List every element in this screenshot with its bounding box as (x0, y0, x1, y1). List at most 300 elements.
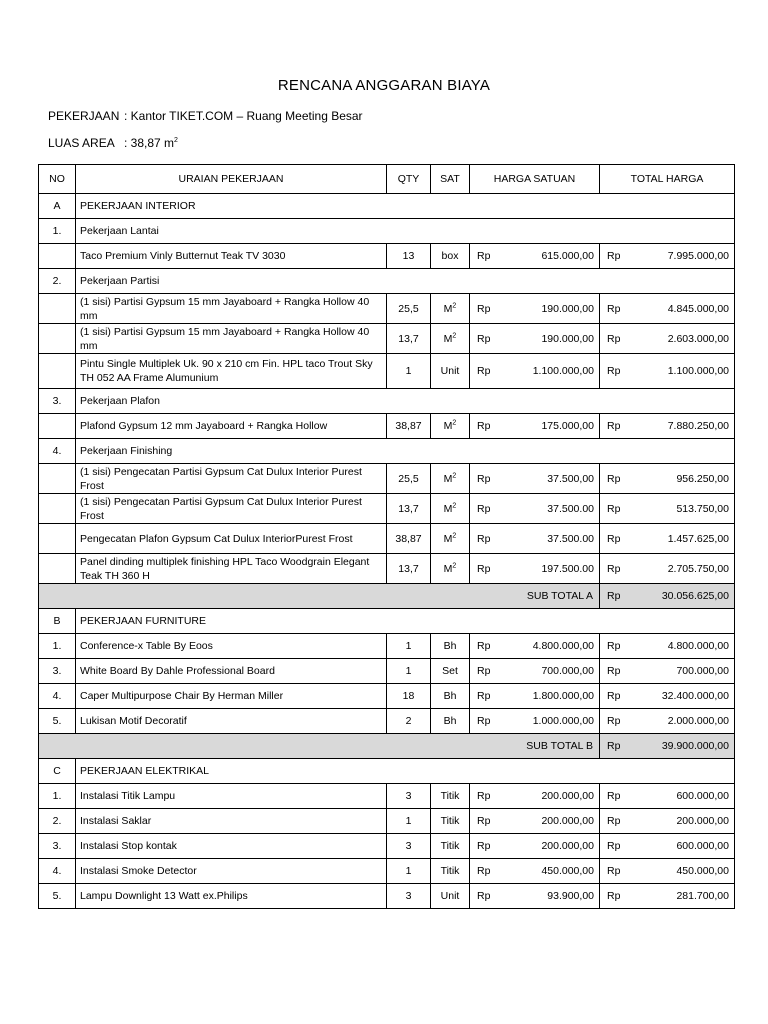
project-value: : Kantor TIKET.COM – Ruang Meeting Besar (124, 109, 363, 123)
table-row (39, 684, 735, 709)
item-unit-text: Bh (443, 715, 457, 727)
item-qty: 1 (387, 659, 431, 684)
item-total-price (600, 464, 735, 494)
item-total-price-wrap (600, 839, 734, 853)
item-unit-price (470, 494, 600, 524)
row-no: B (39, 609, 76, 634)
item-unit-price-value: 37.500,00 (547, 472, 594, 485)
item-unit (431, 784, 470, 809)
item-unit (431, 809, 470, 834)
item-total-price (600, 414, 735, 439)
header-total-harga: TOTAL HARGA (600, 165, 735, 194)
item-unit-price-wrap (470, 639, 599, 653)
item-unit-price-wrap (470, 332, 599, 346)
currency-label: Rp (477, 420, 491, 432)
item-total-price-wrap (600, 332, 734, 346)
row-no: 1. (39, 634, 76, 659)
group-row (39, 269, 735, 294)
subtotal-amount (600, 734, 735, 759)
item-total-price-value: 1.457.625,00 (667, 532, 729, 545)
table-row (39, 354, 735, 389)
item-unit (431, 244, 470, 269)
table-row (39, 554, 735, 584)
item-unit-price-value: 4.800.000,00 (532, 640, 594, 652)
item-unit-superscript: 2 (452, 332, 457, 339)
row-no: C (39, 759, 76, 784)
item-qty: 3 (387, 834, 431, 859)
currency-label: Rp (607, 790, 621, 802)
item-qty: 1 (387, 859, 431, 884)
budget-table (38, 164, 735, 909)
item-unit-price-wrap (470, 562, 599, 576)
row-title: Pekerjaan Partisi (76, 269, 735, 294)
item-total-price (600, 554, 735, 584)
item-total-price (600, 709, 735, 734)
item-description: White Board By Dahle Professional Board (76, 659, 387, 684)
item-unit-price (470, 834, 600, 859)
row-no (39, 324, 76, 354)
currency-label: Rp (607, 365, 621, 377)
row-no (39, 494, 76, 524)
item-total-price (600, 884, 735, 909)
item-unit-price-wrap (470, 502, 599, 516)
item-description: Instalasi Stop kontak (76, 834, 387, 859)
item-qty: 3 (387, 884, 431, 909)
table-row (39, 464, 735, 494)
item-unit-price-value: 175.000,00 (541, 420, 594, 432)
item-unit (431, 709, 470, 734)
item-unit-text: box (441, 250, 459, 262)
currency-label: Rp (477, 250, 491, 262)
item-unit-price-value: 37.500.00 (547, 532, 594, 545)
item-unit-text: M (443, 332, 453, 345)
row-no: 2. (39, 269, 76, 294)
item-description: Pintu Single Multiplek Uk. 90 x 210 cm Fin. HPL taco Trout Sky TH 052 AA Frame Alumunium (76, 354, 387, 389)
table-row (39, 324, 735, 354)
row-no: 4. (39, 859, 76, 884)
item-unit (431, 524, 470, 554)
item-unit-superscript: 2 (452, 562, 457, 569)
item-qty: 13,7 (387, 324, 431, 354)
item-unit-price-wrap (470, 249, 599, 263)
row-no (39, 294, 76, 324)
group-row (39, 219, 735, 244)
item-total-price-value: 4.800.000,00 (667, 640, 729, 652)
item-unit-price-value: 700.000,00 (541, 665, 594, 677)
item-total-price (600, 244, 735, 269)
item-unit-price-value: 1.100.000,00 (532, 365, 594, 377)
item-qty: 13,7 (387, 494, 431, 524)
item-unit-text: Unit (440, 890, 460, 902)
row-no: 3. (39, 834, 76, 859)
item-total-price-value: 956.250,00 (676, 472, 729, 485)
item-total-price-value: 32.400.000,00 (661, 690, 729, 702)
item-total-price (600, 324, 735, 354)
item-unit-text: M (443, 302, 453, 315)
currency-label: Rp (607, 815, 621, 827)
item-unit-price-wrap (470, 714, 599, 728)
item-total-price-wrap (600, 502, 734, 516)
item-description: (1 sisi) Partisi Gypsum 15 mm Jayaboard + Rangka Hollow 40 mm (76, 294, 387, 324)
group-row (39, 389, 735, 414)
row-no (39, 354, 76, 389)
currency-label: Rp (607, 502, 621, 515)
item-unit-price (470, 354, 600, 389)
item-total-price-wrap (600, 664, 734, 678)
currency-label: Rp (607, 420, 621, 432)
item-unit (431, 414, 470, 439)
item-unit-price-value: 37.500.00 (547, 502, 594, 515)
project-line (48, 109, 363, 123)
item-total-price (600, 784, 735, 809)
item-qty: 38,87 (387, 414, 431, 439)
table-row (39, 884, 735, 909)
item-description: Caper Multipurpose Chair By Herman Miller (76, 684, 387, 709)
currency-label: Rp (477, 302, 491, 315)
item-total-price (600, 834, 735, 859)
item-unit-price-wrap (470, 664, 599, 678)
item-total-price-wrap (600, 814, 734, 828)
subtotal-label: SUB TOTAL A (39, 584, 600, 609)
item-unit (431, 859, 470, 884)
item-qty: 1 (387, 354, 431, 389)
table-row (39, 659, 735, 684)
currency-label: Rp (607, 715, 621, 727)
currency-label: Rp (477, 502, 491, 515)
item-unit-text: M (443, 472, 453, 485)
item-unit-price (470, 709, 600, 734)
currency-label: Rp (477, 790, 491, 802)
currency-label: Rp (607, 472, 621, 485)
item-total-price (600, 659, 735, 684)
item-unit-price-value: 1.000.000,00 (532, 715, 594, 727)
table-body (39, 194, 735, 909)
item-unit-price-wrap (470, 789, 599, 803)
item-unit-price-wrap (470, 864, 599, 878)
item-total-price (600, 859, 735, 884)
item-unit-price (470, 784, 600, 809)
currency-label: Rp (607, 890, 621, 902)
header-no: NO (39, 165, 76, 194)
table-row (39, 294, 735, 324)
item-unit-price (470, 414, 600, 439)
item-unit-price-wrap (470, 302, 599, 316)
currency-label: Rp (477, 532, 491, 545)
item-total-price-wrap (600, 689, 734, 703)
item-total-price (600, 684, 735, 709)
currency-label: Rp (607, 562, 621, 575)
group-row (39, 439, 735, 464)
item-unit-price-wrap (470, 689, 599, 703)
item-qty: 2 (387, 709, 431, 734)
item-total-price-wrap (600, 562, 734, 576)
item-total-price (600, 634, 735, 659)
item-total-price-value: 2.603.000,00 (667, 332, 729, 345)
item-total-price-value: 450.000,00 (676, 865, 729, 877)
table-header-row (39, 165, 735, 194)
item-description: Pengecatan Plafon Gypsum Cat Dulux InteriorPurest Frost (76, 524, 387, 554)
subtotal-row (39, 584, 735, 609)
item-total-price-value: 281.700,00 (676, 890, 729, 902)
item-qty: 3 (387, 784, 431, 809)
item-unit-price-wrap (470, 839, 599, 853)
item-unit-text: M (443, 562, 453, 575)
table-row (39, 494, 735, 524)
section-row (39, 759, 735, 784)
item-total-price-value: 2.705.750,00 (667, 562, 729, 575)
currency-label: Rp (607, 665, 621, 677)
item-unit-text: Titik (440, 815, 460, 827)
row-no (39, 524, 76, 554)
item-total-price-wrap (600, 472, 734, 486)
item-unit (431, 324, 470, 354)
item-total-price-value: 513.750,00 (676, 502, 729, 515)
item-unit-price-value: 190.000,00 (541, 302, 594, 315)
area-line (48, 136, 178, 150)
item-unit-price-wrap (470, 889, 599, 903)
currency-label: Rp (607, 590, 621, 602)
row-title: Pekerjaan Plafon (76, 389, 735, 414)
row-title: PEKERJAAN FURNITURE (76, 609, 735, 634)
item-total-price-wrap (600, 249, 734, 263)
item-unit-text: Bh (443, 640, 457, 652)
item-unit-price (470, 634, 600, 659)
item-unit-price-value: 93.900,00 (547, 890, 594, 902)
currency-label: Rp (477, 690, 491, 702)
item-unit (431, 884, 470, 909)
item-unit-price-wrap (470, 532, 599, 546)
table-row (39, 859, 735, 884)
item-unit (431, 294, 470, 324)
item-unit-price-value: 190.000,00 (541, 332, 594, 345)
subtotal-label: SUB TOTAL B (39, 734, 600, 759)
item-unit-price (470, 244, 600, 269)
item-unit-price (470, 884, 600, 909)
item-unit-price-wrap (470, 472, 599, 486)
table-row (39, 244, 735, 269)
item-total-price-value: 4.845.000,00 (667, 302, 729, 315)
item-qty: 38,87 (387, 524, 431, 554)
row-no: 4. (39, 439, 76, 464)
currency-label: Rp (607, 690, 621, 702)
project-label: PEKERJAAN (48, 109, 120, 123)
table-row (39, 414, 735, 439)
item-total-price-value: 700.000,00 (676, 665, 729, 677)
item-description: (1 sisi) Pengecatan Partisi Gypsum Cat Dulux Interior Purest Frost (76, 494, 387, 524)
item-unit-price-value: 200.000,00 (541, 790, 594, 802)
item-description: Taco Premium Vinly Butternut Teak TV 3030 (76, 244, 387, 269)
item-description: Lukisan Motif Decoratif (76, 709, 387, 734)
item-unit-price (470, 464, 600, 494)
item-description: (1 sisi) Pengecatan Partisi Gypsum Cat Dulux Interior Purest Frost (76, 464, 387, 494)
item-unit-text: Bh (443, 690, 457, 702)
table-row (39, 784, 735, 809)
subtotal-amount (600, 584, 735, 609)
header-uraian: URAIAN PEKERJAAN (76, 165, 387, 194)
item-description: Instalasi Saklar (76, 809, 387, 834)
row-no: 3. (39, 659, 76, 684)
currency-label: Rp (607, 840, 621, 852)
table-row (39, 834, 735, 859)
item-unit-price (470, 294, 600, 324)
item-unit-price (470, 524, 600, 554)
item-unit-text: Unit (440, 365, 460, 377)
currency-label: Rp (607, 865, 621, 877)
item-total-price (600, 294, 735, 324)
item-unit (431, 494, 470, 524)
item-unit-text: Titik (440, 790, 460, 802)
item-unit-text: M (443, 502, 453, 515)
item-total-price-value: 7.995.000,00 (667, 250, 729, 262)
item-qty: 1 (387, 809, 431, 834)
subtotal-amount-value: 30.056.625,00 (661, 590, 729, 602)
item-unit (431, 834, 470, 859)
header-qty: QTY (387, 165, 431, 194)
area-value: : 38,87 m (124, 136, 175, 150)
item-unit-price (470, 684, 600, 709)
item-total-price-value: 600.000,00 (676, 840, 729, 852)
item-unit-text: Titik (440, 840, 460, 852)
item-description: Panel dinding multiplek finishing HPL Taco Woodgrain Elegant Teak TH 360 H (76, 554, 387, 584)
currency-label: Rp (477, 640, 491, 652)
currency-label: Rp (477, 865, 491, 877)
row-no (39, 464, 76, 494)
item-unit-price-wrap (470, 814, 599, 828)
item-unit-price-wrap (470, 419, 599, 433)
item-total-price-wrap (600, 714, 734, 728)
item-total-price-wrap (600, 789, 734, 803)
section-row (39, 609, 735, 634)
row-no (39, 554, 76, 584)
item-total-price-wrap (600, 302, 734, 316)
item-unit-price (470, 324, 600, 354)
table-row (39, 709, 735, 734)
item-unit-price-value: 200.000,00 (541, 815, 594, 827)
currency-label: Rp (477, 562, 491, 575)
row-no: 5. (39, 884, 76, 909)
item-unit-price-value: 1.800.000,00 (532, 690, 594, 702)
item-unit (431, 659, 470, 684)
row-no: 3. (39, 389, 76, 414)
item-total-price-wrap (600, 532, 734, 546)
item-total-price-value: 7.880.250,00 (667, 420, 729, 432)
row-no (39, 244, 76, 269)
row-title: Pekerjaan Finishing (76, 439, 735, 464)
item-unit-superscript: 2 (452, 302, 457, 309)
header-sat: SAT (431, 165, 470, 194)
item-description: Conference-x Table By Eoos (76, 634, 387, 659)
item-qty: 1 (387, 634, 431, 659)
row-no: 2. (39, 809, 76, 834)
item-total-price-value: 600.000,00 (676, 790, 729, 802)
item-total-price-value: 200.000,00 (676, 815, 729, 827)
item-qty: 18 (387, 684, 431, 709)
item-total-price (600, 494, 735, 524)
row-no: A (39, 194, 76, 219)
currency-label: Rp (607, 532, 621, 545)
item-unit-superscript: 2 (452, 502, 457, 509)
item-unit-text: Titik (440, 865, 460, 877)
item-qty: 25,5 (387, 294, 431, 324)
section-row (39, 194, 735, 219)
subtotal-amount-wrap (600, 739, 734, 753)
item-unit-price-value: 200.000,00 (541, 840, 594, 852)
item-description: (1 sisi) Partisi Gypsum 15 mm Jayaboard + Rangka Hollow 40 mm (76, 324, 387, 354)
item-total-price (600, 524, 735, 554)
currency-label: Rp (477, 665, 491, 677)
currency-label: Rp (607, 740, 621, 752)
item-qty: 13,7 (387, 554, 431, 584)
item-total-price (600, 354, 735, 389)
area-label: LUAS AREA (48, 136, 115, 150)
item-unit (431, 554, 470, 584)
row-no: 4. (39, 684, 76, 709)
item-unit (431, 464, 470, 494)
row-no: 1. (39, 219, 76, 244)
item-qty: 13 (387, 244, 431, 269)
currency-label: Rp (477, 715, 491, 727)
subtotal-amount-value: 39.900.000,00 (661, 740, 729, 752)
item-total-price-wrap (600, 639, 734, 653)
item-total-price-wrap (600, 889, 734, 903)
area-unit-superscript: 2 (174, 137, 178, 144)
item-unit-text: M (443, 420, 453, 432)
item-unit (431, 634, 470, 659)
item-description: Lampu Downlight 13 Watt ex.Philips (76, 884, 387, 909)
table-row (39, 634, 735, 659)
item-unit-price (470, 809, 600, 834)
item-unit-superscript: 2 (452, 419, 457, 427)
table-row (39, 524, 735, 554)
row-no: 1. (39, 784, 76, 809)
item-total-price-wrap (600, 864, 734, 878)
currency-label: Rp (477, 815, 491, 827)
item-total-price (600, 809, 735, 834)
item-unit-price-value: 450.000,00 (541, 865, 594, 877)
currency-label: Rp (607, 640, 621, 652)
item-unit-price-value: 615.000,00 (541, 250, 594, 262)
item-description: Instalasi Smoke Detector (76, 859, 387, 884)
document-title: RENCANA ANGGARAN BIAYA (277, 77, 491, 94)
header-harga-satuan: HARGA SATUAN (470, 165, 600, 194)
item-unit-price-wrap (470, 364, 599, 378)
item-description: Plafond Gypsum 12 mm Jayaboard + Rangka Hollow (76, 414, 387, 439)
subtotal-amount-wrap (600, 589, 734, 603)
item-unit-price (470, 659, 600, 684)
item-unit (431, 684, 470, 709)
item-unit-superscript: 2 (452, 532, 457, 539)
currency-label: Rp (607, 302, 621, 315)
item-total-price-wrap (600, 364, 734, 378)
item-total-price-wrap (600, 419, 734, 433)
currency-label: Rp (607, 332, 621, 345)
item-unit (431, 354, 470, 389)
currency-label: Rp (477, 332, 491, 345)
item-unit-price (470, 859, 600, 884)
row-title: Pekerjaan Lantai (76, 219, 735, 244)
item-unit-text: Set (442, 665, 458, 677)
item-unit-text: M (443, 532, 453, 545)
row-title: PEKERJAAN INTERIOR (76, 194, 735, 219)
subtotal-row (39, 734, 735, 759)
row-no (39, 414, 76, 439)
currency-label: Rp (477, 472, 491, 485)
row-no: 5. (39, 709, 76, 734)
item-description: Instalasi Titik Lampu (76, 784, 387, 809)
currency-label: Rp (477, 365, 491, 377)
currency-label: Rp (607, 250, 621, 262)
currency-label: Rp (477, 890, 491, 902)
